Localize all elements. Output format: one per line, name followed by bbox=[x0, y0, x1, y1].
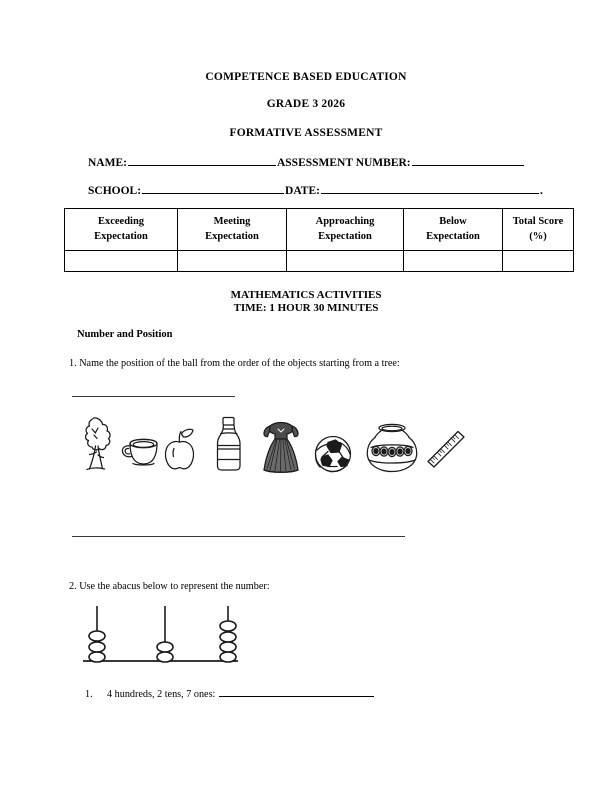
grading-value-meeting[interactable] bbox=[178, 251, 287, 272]
subject-title: MATHEMATICS ACTIVITIES bbox=[230, 289, 382, 301]
date-input[interactable] bbox=[321, 182, 539, 194]
grading-header-total-score-line1: Total Score bbox=[512, 216, 564, 227]
grading-header-meeting-line2: Expectation bbox=[205, 231, 259, 243]
grading-header-approaching-line1: Approaching bbox=[315, 216, 375, 227]
abacus-beads-rod-3 bbox=[220, 621, 236, 662]
grading-header-approaching-line2: Expectation bbox=[318, 231, 372, 243]
football-icon bbox=[316, 437, 351, 472]
school-label: SCHOOL: bbox=[88, 185, 142, 197]
date-trailing-period: . bbox=[539, 185, 543, 197]
school-row bbox=[88, 182, 543, 197]
assessment-number-input[interactable] bbox=[412, 154, 524, 166]
grading-value-exceeding[interactable] bbox=[65, 251, 178, 272]
document-title-line-3: FORMATIVE ASSESSMENT bbox=[229, 127, 383, 139]
document-title-line-2: GRADE 3 2026 bbox=[266, 98, 346, 110]
name-label: NAME: bbox=[88, 157, 127, 169]
date-label: DATE: bbox=[285, 185, 320, 197]
grading-header-approaching bbox=[287, 209, 404, 251]
abacus-figure bbox=[78, 606, 243, 668]
question-2-sub-item-1 bbox=[85, 686, 374, 700]
grading-header-total-score bbox=[503, 209, 574, 251]
ruler-icon bbox=[428, 432, 464, 468]
sub-item-text: 4 hundreds, 2 tens, 7 ones: bbox=[107, 689, 216, 700]
question-1-answer-line-top[interactable] bbox=[72, 396, 235, 397]
pot-icon bbox=[367, 424, 416, 471]
abacus-beads-rod-1 bbox=[89, 631, 105, 662]
sub-item-answer-input[interactable] bbox=[219, 686, 374, 697]
sub-item-number: 1. bbox=[85, 689, 93, 700]
assessment-number-label: ASSESSMENT NUMBER: bbox=[276, 157, 411, 169]
grading-header-total-score-line2: (%) bbox=[529, 231, 547, 243]
tree-icon bbox=[86, 418, 111, 470]
grading-header-exceeding bbox=[65, 209, 178, 251]
grading-value-total-score[interactable] bbox=[503, 251, 574, 272]
grading-value-approaching[interactable] bbox=[287, 251, 404, 272]
grading-header-meeting bbox=[178, 209, 287, 251]
subject-time: TIME: 1 HOUR 30 MINUTES bbox=[233, 302, 379, 314]
grading-table bbox=[64, 208, 574, 272]
name-row bbox=[88, 154, 525, 169]
grading-header-below bbox=[404, 209, 503, 251]
object-sequence-figure bbox=[70, 412, 470, 490]
grading-value-below[interactable] bbox=[404, 251, 503, 272]
strand-heading: Number and Position bbox=[77, 329, 173, 340]
bottle-icon bbox=[218, 418, 241, 471]
question-1-text: 1. Name the position of the ball from the order of the objects starting from a tree: bbox=[69, 358, 400, 369]
grading-header-exceeding-line1: Exceeding bbox=[97, 216, 145, 227]
grading-header-meeting-line1: Meeting bbox=[213, 216, 251, 227]
document-title-line-1: COMPETENCE BASED EDUCATION bbox=[205, 71, 407, 83]
cup-icon bbox=[122, 439, 157, 465]
grading-table-header-row bbox=[65, 209, 574, 251]
name-input[interactable] bbox=[128, 154, 276, 166]
question-2-text: 2. Use the abacus below to represent the number: bbox=[69, 581, 270, 592]
question-1-answer-line-bottom[interactable] bbox=[72, 536, 405, 537]
dress-icon bbox=[264, 423, 298, 473]
grading-header-exceeding-line2: Expectation bbox=[94, 231, 148, 243]
abacus-beads-rod-2 bbox=[157, 642, 173, 662]
school-input[interactable] bbox=[142, 182, 284, 194]
apple-icon bbox=[166, 429, 194, 469]
grading-header-below-line1: Below bbox=[439, 216, 467, 227]
grading-header-below-line2: Expectation bbox=[426, 231, 480, 243]
grading-table-value-row bbox=[65, 251, 574, 272]
